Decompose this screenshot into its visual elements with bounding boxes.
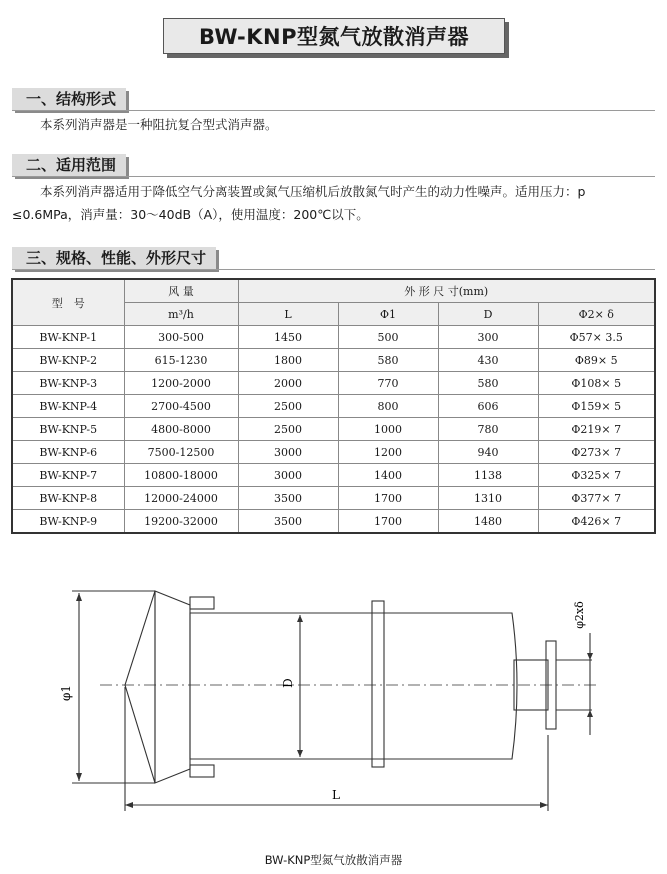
cell-phi2: Φ325× 7: [538, 464, 655, 487]
spec-table: [11, 278, 656, 534]
figure-caption: BW-KNP型氮气放散消声器: [264, 853, 403, 867]
header-model: 型 号: [12, 279, 124, 326]
collar-flange-bottom: [190, 765, 214, 777]
table-row: [12, 349, 655, 372]
page-title: BW-KNP型氮气放散消声器: [198, 25, 470, 49]
cell-L: 3500: [238, 487, 338, 510]
label-phi1: φ1: [59, 684, 73, 702]
arrow-icon: [587, 710, 593, 717]
cell-model: BW-KNP-5: [12, 418, 124, 441]
inlet-collar: [155, 591, 190, 783]
cell-phi1: 770: [338, 372, 438, 395]
cell-phi2: Φ426× 7: [538, 510, 655, 534]
section-divider: [12, 110, 655, 111]
header-airflow-unit: m³/h: [124, 303, 238, 326]
cell-model: BW-KNP-6: [12, 441, 124, 464]
label-phi2: φ2xδ: [573, 601, 586, 629]
header-airflow: 风 量: [124, 279, 238, 303]
cell-L: 2000: [238, 372, 338, 395]
cell-L: 1450: [238, 326, 338, 349]
cell-L: 3000: [238, 441, 338, 464]
scope-text-line2: ≤0.6MPa，消声量：30～40dB（A），使用温度：200℃以下。: [12, 207, 369, 222]
cell-D: 430: [438, 349, 538, 372]
table-row: [12, 510, 655, 534]
cell-phi1: 800: [338, 395, 438, 418]
arrow-icon: [76, 773, 82, 781]
cell-phi1: 1400: [338, 464, 438, 487]
page-title-box: [163, 18, 505, 54]
section-heading-scope: 二、适用范围: [12, 154, 126, 176]
arrow-icon: [125, 802, 133, 808]
arrow-icon: [540, 802, 548, 808]
cell-model: BW-KNP-2: [12, 349, 124, 372]
label-L: L: [332, 788, 340, 802]
cell-phi2: Φ57× 3.5: [538, 326, 655, 349]
cell-D: 606: [438, 395, 538, 418]
inlet-cone: [125, 591, 155, 783]
cell-D: 1138: [438, 464, 538, 487]
silencer-body: [190, 613, 517, 759]
header-col-D: D: [438, 303, 538, 326]
cell-model: BW-KNP-4: [12, 395, 124, 418]
cell-L: 1800: [238, 349, 338, 372]
cell-L: 3500: [238, 510, 338, 534]
table-row: [12, 372, 655, 395]
header-col-phi1: Φ1: [338, 303, 438, 326]
table-row: [12, 441, 655, 464]
scope-text-line1: 本系列消声器适用于降低空气分离装置或氮气压缩机后放散氮气时产生的动力性噪声。适用压力：p: [40, 184, 586, 199]
cell-L: 2500: [238, 395, 338, 418]
header-col-phi2: Φ2× δ: [538, 303, 655, 326]
cell-D: 1480: [438, 510, 538, 534]
arrow-icon: [297, 750, 303, 757]
cell-phi1: 580: [338, 349, 438, 372]
cell-phi2: Φ89× 5: [538, 349, 655, 372]
structure-text: 本系列消声器是一种阻抗复合型式消声器。: [40, 117, 278, 132]
cell-airflow: 615-1230: [124, 349, 238, 372]
cell-airflow: 12000-24000: [124, 487, 238, 510]
cell-phi1: 1200: [338, 441, 438, 464]
body-flange: [372, 601, 384, 767]
cell-model: BW-KNP-1: [12, 326, 124, 349]
cell-model: BW-KNP-3: [12, 372, 124, 395]
cell-D: 580: [438, 372, 538, 395]
cell-D: 780: [438, 418, 538, 441]
cell-phi1: 1000: [338, 418, 438, 441]
cell-airflow: 7500-12500: [124, 441, 238, 464]
cell-D: 1310: [438, 487, 538, 510]
section-divider: [12, 176, 655, 177]
table-row: [12, 418, 655, 441]
section-heading-specs: 三、规格、性能、外形尺寸: [12, 247, 216, 269]
cell-phi2: Φ159× 5: [538, 395, 655, 418]
silencer-drawing: [0, 575, 667, 835]
cell-model: BW-KNP-8: [12, 487, 124, 510]
cell-phi2: Φ219× 7: [538, 418, 655, 441]
cell-D: 940: [438, 441, 538, 464]
cell-model: BW-KNP-7: [12, 464, 124, 487]
label-D: D: [281, 678, 295, 688]
cell-L: 3000: [238, 464, 338, 487]
cell-airflow: 2700-4500: [124, 395, 238, 418]
arrow-icon: [587, 653, 593, 660]
section-heading-structure: 一、结构形式: [12, 88, 126, 110]
arrow-icon: [76, 593, 82, 601]
cell-phi1: 500: [338, 326, 438, 349]
header-dimensions: 外 形 尺 寸(mm): [238, 279, 655, 303]
cell-airflow: 1200-2000: [124, 372, 238, 395]
cell-L: 2500: [238, 418, 338, 441]
cell-airflow: 300-500: [124, 326, 238, 349]
cell-phi2: Φ377× 7: [538, 487, 655, 510]
collar-flange-top: [190, 597, 214, 609]
section-divider: [12, 269, 655, 270]
table-header-row: [12, 279, 655, 303]
cell-airflow: 19200-32000: [124, 510, 238, 534]
cell-phi2: Φ273× 7: [538, 441, 655, 464]
cell-phi1: 1700: [338, 487, 438, 510]
table-row: [12, 487, 655, 510]
cell-model: BW-KNP-9: [12, 510, 124, 534]
cell-D: 300: [438, 326, 538, 349]
table-row: [12, 326, 655, 349]
cell-airflow: 10800-18000: [124, 464, 238, 487]
header-col-L: L: [238, 303, 338, 326]
cell-phi1: 1700: [338, 510, 438, 534]
cell-airflow: 4800-8000: [124, 418, 238, 441]
table-row: [12, 464, 655, 487]
cell-phi2: Φ108× 5: [538, 372, 655, 395]
table-row: [12, 395, 655, 418]
arrow-icon: [297, 615, 303, 622]
